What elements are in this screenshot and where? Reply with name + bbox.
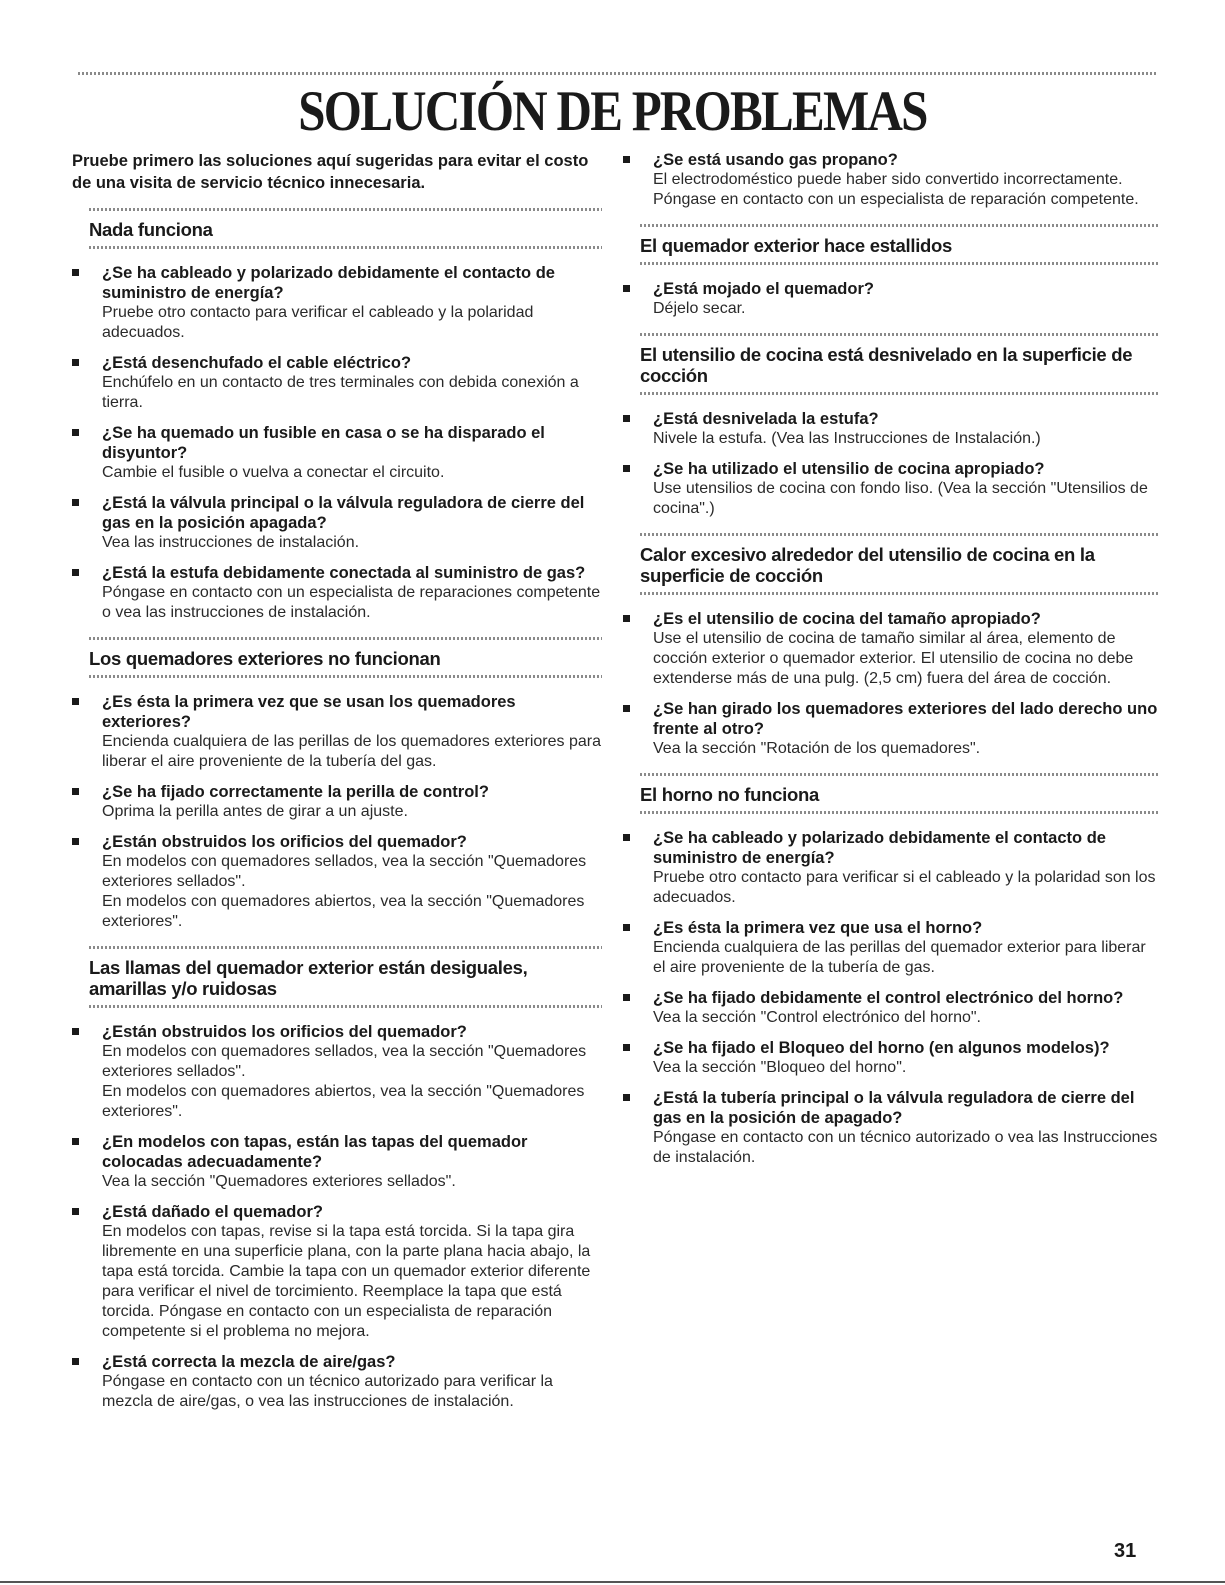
qa-item: [623, 409, 1158, 449]
question: ¿Está mojado el quemador?: [653, 280, 874, 298]
answer: Póngase en contacto con un técnico autorizado o vea las Instrucciones de instalación.: [653, 1129, 1158, 1166]
section-header: [640, 224, 1158, 265]
square-bullet-icon: [72, 788, 79, 795]
qa-item: [72, 423, 602, 483]
qa-item: [623, 988, 1158, 1028]
square-bullet-icon: [623, 924, 630, 931]
dotted-rule: [640, 592, 1158, 595]
qa-list: [623, 279, 1158, 319]
section-title: El quemador exterior hace estallidos: [640, 235, 953, 256]
qa-item: [72, 1132, 602, 1192]
dotted-rule: [640, 811, 1158, 814]
square-bullet-icon: [72, 429, 79, 436]
question: ¿Está la estufa debidamente conectada al suministro de gas?: [102, 564, 586, 582]
section-header: [640, 533, 1158, 595]
square-bullet-icon: [623, 465, 630, 472]
question: ¿Está la válvula principal o la válvula reguladora de cierre del gas en la posición apagada?: [102, 494, 585, 532]
square-bullet-icon: [623, 705, 630, 712]
answer: Vea la sección "Quemadores exteriores sellados".: [102, 1173, 456, 1190]
qa-list: [72, 1022, 602, 1412]
square-bullet-icon: [623, 994, 630, 1001]
answer: Pruebe otro contacto para verificar si el cableado y la polaridad son los adecuados.: [653, 869, 1156, 906]
answer: Vea la sección "Bloqueo del horno".: [653, 1059, 907, 1076]
qa-item: [72, 1352, 602, 1412]
dotted-rule: [89, 1005, 602, 1008]
qa-item: [72, 263, 602, 343]
qa-item: [623, 279, 1158, 319]
answer: Póngase en contacto con un técnico autorizado para verificar la mezcla de aire/gas, o vea las instrucciones de instalación.: [102, 1373, 553, 1410]
qa-item: [623, 150, 1158, 210]
right-column: [623, 150, 1158, 1178]
answer: Encienda cualquiera de las perillas de los quemadores exteriores para liberar el aire proveniente de la tubería del gas.: [102, 733, 601, 770]
answer: Pruebe otro contacto para verificar el cableado y la polaridad adecuados.: [102, 304, 534, 341]
top-dotted-rule: [78, 72, 1156, 75]
troubleshooting-section: [623, 773, 1158, 1168]
question: ¿Es ésta la primera vez que usa el horno?: [653, 919, 983, 937]
question: ¿Está correcta la mezcla de aire/gas?: [102, 1353, 396, 1371]
section-title: Los quemadores exteriores no funcionan: [89, 648, 441, 669]
question: ¿Está desnivelada la estufa?: [653, 410, 879, 428]
square-bullet-icon: [72, 1028, 79, 1035]
square-bullet-icon: [623, 834, 630, 841]
answer: Nivele la estufa. (Vea las Instrucciones de Instalación.): [653, 430, 1041, 447]
question: ¿Se ha fijado correctamente la perilla de control?: [102, 783, 489, 801]
qa-item: [72, 692, 602, 772]
qa-item: [72, 782, 602, 822]
section-title: Nada funciona: [89, 219, 213, 240]
troubleshooting-section: [72, 208, 602, 623]
square-bullet-icon: [72, 499, 79, 506]
question: ¿Se ha quemado un fusible en casa o se ha disparado el disyuntor?: [102, 424, 545, 462]
qa-item: [623, 1088, 1158, 1168]
qa-item: [623, 828, 1158, 908]
answer: El electrodoméstico puede haber sido convertido incorrectamente. Póngase en contacto con un especialista de reparación competente.: [653, 171, 1139, 208]
qa-list: [623, 409, 1158, 519]
page-number: 31: [1114, 1540, 1137, 1562]
question: ¿Se ha fijado debidamente el control electrónico del horno?: [653, 989, 1124, 1007]
dotted-rule: [640, 262, 1158, 265]
square-bullet-icon: [72, 359, 79, 366]
question: ¿Está dañado el quemador?: [102, 1203, 323, 1221]
qa-list: [72, 263, 602, 623]
section-header: [89, 208, 602, 249]
section-title: Calor excesivo alrededor del utensilio de cocina en la superficie de cocción: [640, 544, 1095, 586]
answer: Encienda cualquiera de las perillas del quemador exterior para liberar el aire proveniente de la tubería de gas.: [653, 939, 1146, 976]
answer: Vea las instrucciones de instalación.: [102, 534, 360, 551]
question: ¿Es ésta la primera vez que se usan los quemadores exteriores?: [102, 693, 516, 731]
qa-item: [623, 918, 1158, 978]
troubleshooting-section: [623, 224, 1158, 319]
square-bullet-icon: [72, 1358, 79, 1365]
qa-item: [72, 1202, 602, 1342]
question: ¿En modelos con tapas, están las tapas del quemador colocadas adecuadamente?: [102, 1133, 528, 1171]
section-header: [89, 637, 602, 678]
qa-item: [72, 563, 602, 623]
section-header: [640, 333, 1158, 395]
troubleshooting-section: [72, 637, 602, 932]
qa-item: [72, 832, 602, 932]
square-bullet-icon: [72, 1208, 79, 1215]
troubleshooting-section: [72, 946, 602, 1412]
question: ¿Se ha cableado y polarizado debidamente el contacto de suministro de energía?: [102, 264, 555, 302]
square-bullet-icon: [623, 285, 630, 292]
square-bullet-icon: [623, 615, 630, 622]
qa-list: [72, 692, 602, 932]
square-bullet-icon: [623, 1044, 630, 1051]
square-bullet-icon: [72, 1138, 79, 1145]
qa-item: [623, 699, 1158, 759]
question: ¿Se han girado los quemadores exteriores del lado derecho uno frente al otro?: [653, 700, 1158, 738]
answer: Póngase en contacto con un especialista de reparaciones competente o vea las instrucciones de instalación.: [102, 584, 601, 621]
question: ¿Se ha utilizado el utensilio de cocina apropiado?: [653, 460, 1045, 478]
dotted-rule: [640, 392, 1158, 395]
qa-item: [623, 1038, 1158, 1078]
square-bullet-icon: [72, 698, 79, 705]
answer: Enchúfelo en un contacto de tres terminales con debida conexión a tierra.: [102, 374, 579, 411]
question: ¿Está la tubería principal o la válvula reguladora de cierre del gas en la posición de apagado?: [653, 1089, 1135, 1127]
answer: Déjelo secar.: [653, 300, 746, 317]
answer: Vea la sección "Control electrónico del horno".: [653, 1009, 981, 1026]
answer: En modelos con quemadores sellados, vea la sección "Quemadores exteriores sellados". En modelos con quemadores abiertos, vea la sección "Quemadores exteriores".: [102, 853, 587, 930]
dotted-rule: [89, 675, 602, 678]
question: ¿Se ha cableado y polarizado debidamente el contacto de suministro de energía?: [653, 829, 1106, 867]
right-sections: [623, 224, 1158, 1168]
question: ¿Está desenchufado el cable eléctrico?: [102, 354, 412, 372]
answer: Use utensilios de cocina con fondo liso. (Vea la sección "Utensilios de cocina".): [653, 480, 1148, 517]
question: ¿Están obstruidos los orificios del quemador?: [102, 833, 467, 851]
troubleshooting-section: [623, 333, 1158, 519]
square-bullet-icon: [72, 569, 79, 576]
qa-item: [623, 459, 1158, 519]
qa-list: [623, 609, 1158, 759]
left-column: [72, 150, 602, 1422]
square-bullet-icon: [72, 269, 79, 276]
qa-item: [72, 1022, 602, 1122]
answer: En modelos con quemadores sellados, vea la sección "Quemadores exteriores sellados". En modelos con quemadores abiertos, vea la sección "Quemadores exteriores".: [102, 1043, 587, 1120]
square-bullet-icon: [623, 1094, 630, 1101]
bottom-rule: [0, 1581, 1225, 1583]
qa-list: [623, 828, 1158, 1168]
dotted-rule: [89, 246, 602, 249]
question: ¿Es el utensilio de cocina del tamaño apropiado?: [653, 610, 1041, 628]
question: ¿Están obstruidos los orificios del quemador?: [102, 1023, 467, 1041]
qa-item: [623, 609, 1158, 689]
section-header: [89, 946, 602, 1008]
qa-item: [72, 493, 602, 553]
answer: Cambie el fusible o vuelva a conectar el circuito.: [102, 464, 445, 481]
section-header: [640, 773, 1158, 814]
troubleshooting-section: [623, 533, 1158, 759]
answer: Vea la sección "Rotación de los quemadores".: [653, 740, 981, 757]
answer: Oprima la perilla antes de girar a un ajuste.: [102, 803, 408, 820]
section-title: El utensilio de cocina está desnivelado en la superficie de cocción: [640, 344, 1133, 386]
square-bullet-icon: [623, 156, 630, 163]
square-bullet-icon: [623, 415, 630, 422]
question: ¿Se está usando gas propano?: [653, 151, 898, 169]
left-sections: [72, 208, 602, 1412]
answer: En modelos con tapas, revise si la tapa está torcida. Si la tapa gira libremente en una superficie plana, con la parte plana hacia abajo, la tapa está torcida. Cambie la tapa con un quemador exterior diferente para verificar el nivel de torcimiento. Reemplace la tapa que está torcida. Póngase en contacto con un especialista de reparación competente si el problema no mejora.: [102, 1223, 591, 1340]
section-title: El horno no funciona: [640, 784, 819, 805]
qa-item: [72, 353, 602, 413]
intro-text: Pruebe primero las soluciones aquí sugeridas para evitar el costo de una visita de servicio técnico innecesaria.: [72, 152, 589, 192]
answer: Use el utensilio de cocina de tamaño similar al área, elemento de cocción exterior o quemador exterior. El utensilio de cocina no debe extenderse más de una pulg. (2,5 cm) fuera del área de cocción.: [653, 630, 1134, 687]
square-bullet-icon: [72, 838, 79, 845]
section-title: Las llamas del quemador exterior están desiguales, amarillas y/o ruidosas: [89, 957, 528, 999]
page-title: SOLUCIÓN DE PROBLEMAS: [298, 80, 927, 143]
question: ¿Se ha fijado el Bloqueo del horno (en algunos modelos)?: [653, 1039, 1110, 1057]
